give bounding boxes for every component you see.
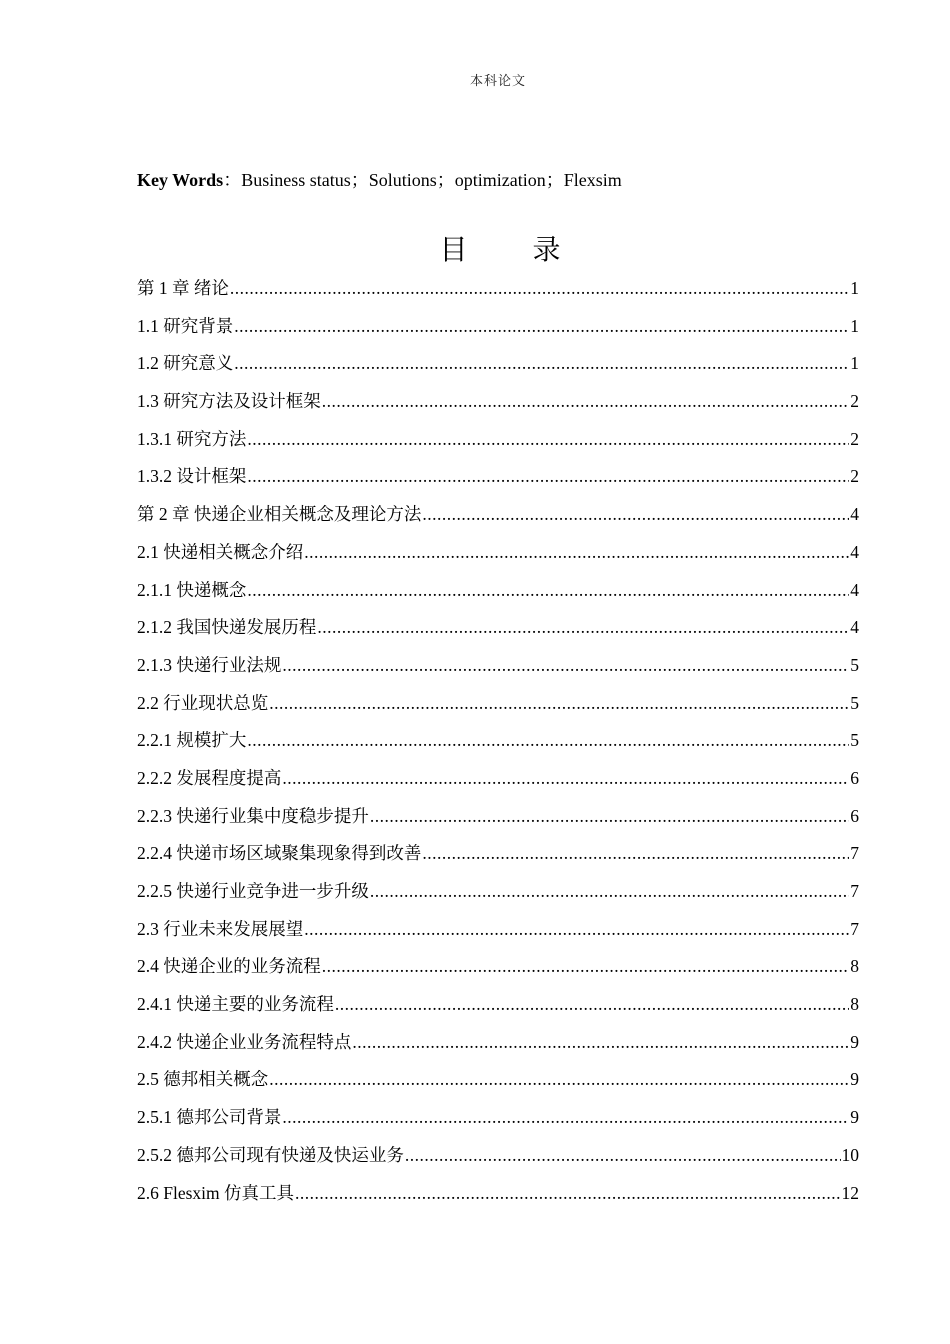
toc-entry-title: 2.1.2 我国快递发展历程 <box>137 617 317 638</box>
toc-entry-page-number: 4 <box>850 541 859 562</box>
toc-entry[interactable] <box>137 1068 859 1106</box>
toc-entry-page-number: 4 <box>850 504 859 525</box>
toc-entry[interactable] <box>137 880 859 918</box>
toc-entry-title: 2.2.4 快递市场区域聚集现象得到改善 <box>137 843 422 864</box>
toc-dot-leader <box>282 1106 849 1128</box>
toc-entry-page-number: 5 <box>850 730 859 751</box>
toc-dot-leader <box>405 1144 841 1166</box>
toc-entry-page-number: 9 <box>850 1031 859 1052</box>
toc-entry[interactable] <box>137 692 859 730</box>
toc-entry-title: 1.3.2 设计框架 <box>137 466 247 487</box>
toc-entry[interactable] <box>137 993 859 1031</box>
toc-entry-title: 2.5.1 德邦公司背景 <box>137 1107 282 1128</box>
toc-entry[interactable] <box>137 1031 859 1069</box>
toc-entry-page-number: 1 <box>850 278 859 298</box>
keywords-text: Business status；Solutions；optimization；Flexsim <box>241 170 622 190</box>
toc-entry[interactable] <box>137 729 859 767</box>
toc-entry-page-number: 2 <box>850 466 859 487</box>
toc-entry[interactable] <box>137 541 859 579</box>
toc-dot-leader <box>247 465 849 487</box>
toc-entry[interactable] <box>137 805 859 843</box>
toc-dot-leader <box>234 315 849 337</box>
toc-dot-leader <box>234 352 849 374</box>
toc-dot-leader <box>247 428 849 450</box>
toc-entry-title: 2.5 德邦相关概念 <box>137 1069 269 1090</box>
toc-dot-leader <box>304 541 849 563</box>
toc-entry[interactable] <box>137 579 859 617</box>
toc-entry-title: 2.1.3 快递行业法规 <box>137 654 282 675</box>
toc-entry-page-number: 4 <box>850 579 859 600</box>
toc-entry[interactable] <box>137 352 859 390</box>
toc-entry-page-number: 5 <box>850 654 859 675</box>
toc-entry-page-number: 6 <box>850 767 859 788</box>
toc-entry[interactable] <box>137 503 859 541</box>
toc-entry-title: 2.1 快递相关概念介绍 <box>137 541 304 562</box>
toc-entry-title: 2.4 快递企业的业务流程 <box>137 956 321 977</box>
toc-dot-leader <box>304 918 849 940</box>
toc-entry[interactable] <box>137 390 859 428</box>
toc-entry-page-number: 4 <box>850 617 859 638</box>
toc-entry-title: 2.5.2 德邦公司现有快递及快运业务 <box>137 1144 404 1165</box>
toc-entry-page-number: 7 <box>850 881 859 901</box>
toc-dot-leader <box>269 692 849 714</box>
toc-dot-leader <box>247 729 849 751</box>
toc-entry[interactable] <box>137 465 859 503</box>
toc-entry[interactable] <box>137 616 859 654</box>
toc-dot-leader <box>282 767 849 789</box>
toc-dot-leader <box>322 955 850 977</box>
toc-entry-title: 2.2.3 快递行业集中度稳步提升 <box>137 805 369 826</box>
toc-entry-title: 第 1 章 绪论 <box>137 278 229 298</box>
toc-dot-leader <box>230 277 849 299</box>
toc-dot-leader <box>370 805 849 827</box>
toc-entry-page-number: 12 <box>841 1182 859 1203</box>
toc-entry-page-number: 7 <box>850 843 859 864</box>
toc-entry-page-number: 5 <box>850 692 859 713</box>
toc-entry[interactable] <box>137 315 859 353</box>
toc-entry[interactable] <box>137 654 859 692</box>
toc-entry-page-number: 2 <box>850 428 859 449</box>
toc-entry[interactable] <box>137 842 859 880</box>
toc-entry-title: 2.4.1 快递主要的业务流程 <box>137 994 334 1015</box>
toc-entry-page-number: 9 <box>850 1107 859 1128</box>
toc-entry-title: 2.1.1 快递概念 <box>137 579 247 600</box>
toc-dot-leader <box>370 880 849 902</box>
toc-entry-title: 2.2.5 快递行业竞争进一步升级 <box>137 881 369 901</box>
toc-dot-leader <box>295 1182 840 1204</box>
toc-entry[interactable] <box>137 955 859 993</box>
toc-entry[interactable] <box>137 1106 859 1144</box>
toc-entry-title: 2.6 Flesxim 仿真工具 <box>137 1182 295 1203</box>
toc-dot-leader <box>269 1068 849 1090</box>
toc-entry-page-number: 9 <box>850 1069 859 1090</box>
toc-entry-title: 2.2.2 发展程度提高 <box>137 767 282 788</box>
toc-dot-leader <box>247 579 849 601</box>
toc-entry-page-number: 6 <box>850 805 859 826</box>
toc-entry[interactable] <box>137 1182 859 1220</box>
table-of-contents <box>137 277 859 1219</box>
toc-entry-title: 2.2.1 规模扩大 <box>137 730 247 751</box>
toc-entry-page-number: 1 <box>850 353 859 374</box>
keywords-separator: ： <box>223 170 242 190</box>
toc-entry[interactable] <box>137 277 859 315</box>
toc-entry-title: 第 2 章 快递企业相关概念及理论方法 <box>137 504 422 525</box>
toc-entry-title: 1.3 研究方法及设计框架 <box>137 391 321 412</box>
toc-entry[interactable] <box>137 918 859 956</box>
toc-dot-leader <box>422 503 849 525</box>
keywords-label: Key Words <box>137 170 224 190</box>
toc-entry-page-number: 1 <box>850 315 859 336</box>
toc-entry-title: 1.3.1 研究方法 <box>137 428 247 449</box>
toc-entry[interactable] <box>137 767 859 805</box>
toc-dot-leader <box>317 616 849 638</box>
toc-entry-page-number: 10 <box>841 1144 859 1165</box>
toc-entry-page-number: 8 <box>850 956 859 977</box>
toc-entry-title: 2.4.2 快递企业业务流程特点 <box>137 1031 352 1052</box>
toc-entry[interactable] <box>137 1144 859 1182</box>
toc-dot-leader <box>352 1031 849 1053</box>
toc-entry-title: 1.2 研究意义 <box>137 353 234 374</box>
toc-entry-title: 2.2 行业现状总览 <box>137 692 269 713</box>
toc-entry-page-number: 7 <box>850 918 859 939</box>
toc-dot-leader <box>322 390 850 412</box>
toc-title: 目 录 <box>439 233 589 266</box>
toc-dot-leader <box>282 654 849 676</box>
toc-entry-title: 1.1 研究背景 <box>137 315 234 336</box>
toc-entry-page-number: 2 <box>850 391 859 412</box>
toc-entry-title: 2.3 行业未来发展展望 <box>137 918 304 939</box>
toc-dot-leader <box>422 842 849 864</box>
toc-dot-leader <box>335 993 849 1015</box>
toc-entry[interactable] <box>137 428 859 466</box>
running-header: 本科论文 <box>469 73 526 88</box>
keywords-line <box>137 166 622 192</box>
toc-entry-page-number: 8 <box>850 994 859 1015</box>
